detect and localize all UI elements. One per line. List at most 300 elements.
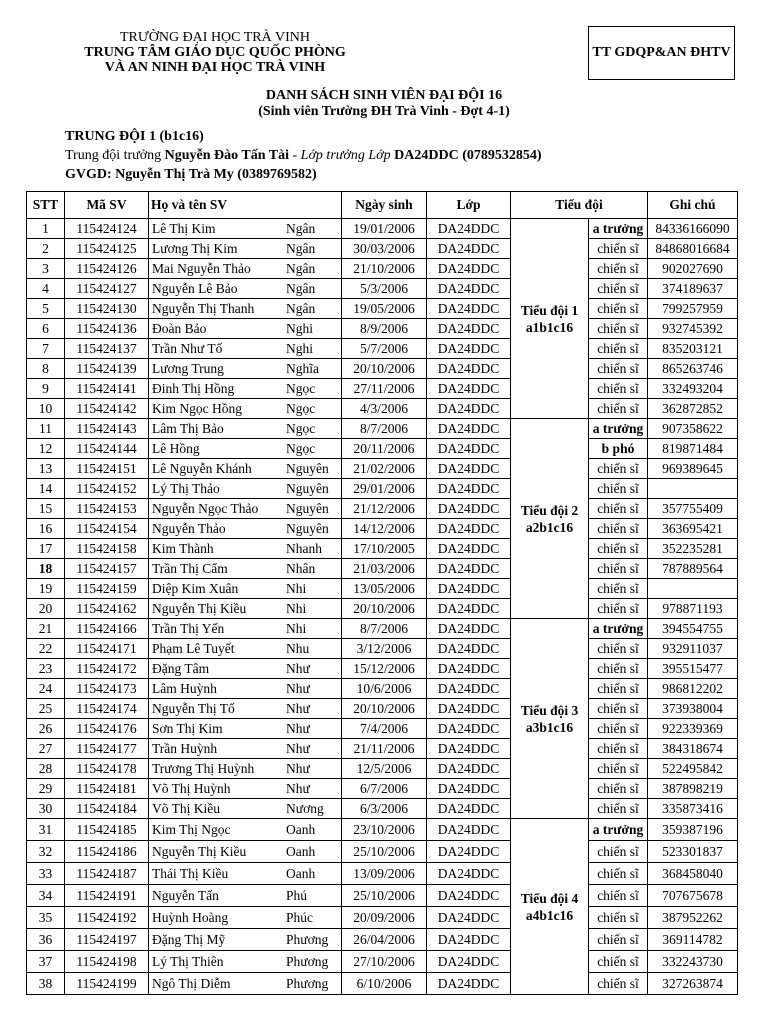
surname: Huỳnh Hoàng [152, 909, 229, 925]
given-name: Ngân [286, 220, 316, 236]
name-wrap [149, 541, 341, 557]
role-cell: chiến sĩ [589, 739, 648, 759]
stt-cell: 19 [27, 579, 65, 599]
name-wrap [149, 866, 341, 882]
name-wrap [149, 681, 341, 697]
name-wrap [149, 844, 341, 860]
class-cell: DA24DDC [427, 929, 511, 951]
dob-cell: 21/10/2006 [342, 259, 427, 279]
given-name: Nguyên [286, 500, 329, 516]
stt-cell: 8 [27, 359, 65, 379]
dob-cell: 5/7/2006 [342, 339, 427, 359]
dob-cell: 20/11/2006 [342, 439, 427, 459]
surname: Võ Thị Huỳnh [152, 780, 231, 796]
given-name: Như [286, 660, 310, 676]
student-id-cell: 115424199 [65, 973, 149, 995]
stt-cell: 18 [27, 559, 65, 579]
role-cell: chiến sĩ [589, 699, 648, 719]
role-cell: chiến sĩ [589, 599, 648, 619]
student-id-cell: 115424166 [65, 619, 149, 639]
note-cell: 368458040 [648, 863, 738, 885]
class-cell: DA24DDC [427, 539, 511, 559]
note-cell: 819871484 [648, 439, 738, 459]
name-wrap [149, 441, 341, 457]
table-row [27, 679, 738, 699]
stt-cell: 10 [27, 399, 65, 419]
note-cell: 969389645 [648, 459, 738, 479]
stt-cell: 38 [27, 973, 65, 995]
student-id-cell: 115424197 [65, 929, 149, 951]
student-id-cell: 115424130 [65, 299, 149, 319]
full-name-cell [149, 299, 342, 319]
table-row [27, 519, 738, 539]
role-cell: chiến sĩ [589, 779, 648, 799]
full-name-cell [149, 239, 342, 259]
col-student-id: Mã SV [65, 192, 149, 219]
note-cell: 369114782 [648, 929, 738, 951]
dob-cell: 20/10/2006 [342, 359, 427, 379]
student-id-cell: 115424137 [65, 339, 149, 359]
class-cell: DA24DDC [427, 259, 511, 279]
role-cell: chiến sĩ [589, 659, 648, 679]
note-cell: 84336166090 [648, 219, 738, 239]
given-name: Nguyên [286, 520, 329, 536]
surname: Sơn Thị Kim [152, 720, 223, 736]
table-row [27, 639, 738, 659]
class-cell: DA24DDC [427, 779, 511, 799]
student-id-cell: 115424184 [65, 799, 149, 819]
note-cell [648, 479, 738, 499]
note-cell: 359387196 [648, 819, 738, 841]
dob-cell: 20/09/2006 [342, 907, 427, 929]
full-name-cell [149, 219, 342, 239]
class-cell: DA24DDC [427, 841, 511, 863]
stt-cell: 23 [27, 659, 65, 679]
full-name-cell [149, 739, 342, 759]
table-row [27, 319, 738, 339]
name-wrap [149, 761, 341, 777]
dob-cell: 8/7/2006 [342, 419, 427, 439]
stt-cell: 20 [27, 599, 65, 619]
stt-cell: 4 [27, 279, 65, 299]
given-name: Nguyên [286, 480, 329, 496]
role-cell: a trưởng [589, 619, 648, 639]
stt-cell: 2 [27, 239, 65, 259]
surname: Trần Thị Cẩm [152, 560, 228, 576]
role-cell: chiến sĩ [589, 279, 648, 299]
dob-cell: 19/01/2006 [342, 219, 427, 239]
student-id-cell: 115424187 [65, 863, 149, 885]
full-name-cell [149, 559, 342, 579]
full-name-cell [149, 479, 342, 499]
full-name-cell [149, 319, 342, 339]
table-row [27, 439, 738, 459]
stt-cell: 36 [27, 929, 65, 951]
role-cell: a trưởng [589, 819, 648, 841]
name-wrap [149, 888, 341, 904]
full-name-cell [149, 863, 342, 885]
note-cell: 387952262 [648, 907, 738, 929]
full-name-cell [149, 519, 342, 539]
student-id-cell: 115424139 [65, 359, 149, 379]
given-name: Ngân [286, 260, 316, 276]
full-name-cell [149, 459, 342, 479]
note-cell: 387898219 [648, 779, 738, 799]
dob-cell: 10/6/2006 [342, 679, 427, 699]
name-wrap [149, 301, 341, 317]
dob-cell: 17/10/2005 [342, 539, 427, 559]
surname: Lý Thị Thảo [152, 480, 220, 496]
student-id-cell: 115424153 [65, 499, 149, 519]
given-name: Như [286, 760, 310, 776]
name-wrap [149, 241, 341, 257]
given-name: Như [286, 740, 310, 756]
student-id-cell: 115424152 [65, 479, 149, 499]
class-cell: DA24DDC [427, 699, 511, 719]
name-wrap [149, 381, 341, 397]
given-name: Nghi [286, 340, 313, 356]
class-cell: DA24DDC [427, 739, 511, 759]
given-name: Như [286, 700, 310, 716]
surname: Thái Thị Kiều [152, 865, 229, 881]
surname: Võ Thị Kiều [152, 800, 220, 816]
given-name: Nhanh [286, 540, 322, 556]
full-name-cell [149, 539, 342, 559]
surname: Lê Thị Kim [152, 220, 216, 236]
table-row [27, 579, 738, 599]
name-wrap [149, 281, 341, 297]
surname: Lâm Thị Bảo [152, 420, 224, 436]
surname: Kim Thị Ngọc [152, 821, 231, 837]
given-name: Ngọc [286, 380, 316, 396]
full-name-cell [149, 419, 342, 439]
surname: Đặng Tâm [152, 660, 210, 676]
given-name: Nghĩa [286, 360, 319, 376]
full-name-cell [149, 659, 342, 679]
note-cell: 922339369 [648, 719, 738, 739]
student-id-cell: 115424125 [65, 239, 149, 259]
surname: Trần Huỳnh [152, 740, 218, 756]
given-name: Nguyên [286, 460, 329, 476]
table-body [27, 219, 738, 995]
note-cell: 362872852 [648, 399, 738, 419]
given-name: Như [286, 780, 310, 796]
stt-cell: 34 [27, 885, 65, 907]
table-row [27, 739, 738, 759]
full-name-cell [149, 639, 342, 659]
given-name: Nương [286, 800, 324, 816]
leader-name: Nguyễn Đào Tấn Tài [164, 148, 290, 163]
name-wrap [149, 601, 341, 617]
surname: Trần Như Tố [152, 340, 223, 356]
note-cell: 335873416 [648, 799, 738, 819]
class-cell: DA24DDC [427, 819, 511, 841]
role-cell: chiến sĩ [589, 479, 648, 499]
name-wrap [149, 741, 341, 757]
class-cell: DA24DDC [427, 459, 511, 479]
class-cell: DA24DDC [427, 219, 511, 239]
note-cell: 395515477 [648, 659, 738, 679]
class-cell: DA24DDC [427, 973, 511, 995]
role-cell: chiến sĩ [589, 759, 648, 779]
note-cell: 986812202 [648, 679, 738, 699]
col-note: Ghi chú [648, 192, 738, 219]
role-cell: chiến sĩ [589, 339, 648, 359]
table-row [27, 719, 738, 739]
student-id-cell: 115424158 [65, 539, 149, 559]
table-header-row [27, 192, 738, 219]
class-cell: DA24DDC [427, 639, 511, 659]
student-id-cell: 115424186 [65, 841, 149, 863]
center-badge: TT GDQP&AN ĐHTV [588, 26, 735, 80]
role-cell: chiến sĩ [589, 973, 648, 995]
student-id-cell: 115424162 [65, 599, 149, 619]
squad-cell [511, 619, 589, 819]
student-id-cell: 115424173 [65, 679, 149, 699]
student-id-cell: 115424177 [65, 739, 149, 759]
dob-cell: 27/10/2006 [342, 951, 427, 973]
class-cell: DA24DDC [427, 439, 511, 459]
class-cell: DA24DDC [427, 599, 511, 619]
student-id-cell: 115424185 [65, 819, 149, 841]
surname: Nguyễn Thị Thanh [152, 300, 255, 316]
squad-name: Tiểu đội 3 [520, 702, 579, 718]
stt-cell: 32 [27, 841, 65, 863]
student-id-cell: 115424171 [65, 639, 149, 659]
monitor-value: DA24DDC (0789532854) [394, 148, 542, 163]
given-name: Phương [286, 953, 329, 969]
role-cell: chiến sĩ [589, 719, 648, 739]
note-cell: 332493204 [648, 379, 738, 399]
given-name: Phương [286, 975, 329, 991]
note-cell: 373938004 [648, 699, 738, 719]
dob-cell: 8/9/2006 [342, 319, 427, 339]
given-name: Ngân [286, 300, 316, 316]
table-row [27, 929, 738, 951]
name-wrap [149, 421, 341, 437]
surname: Lương Thị Kim [152, 240, 238, 256]
role-cell: chiến sĩ [589, 259, 648, 279]
class-cell: DA24DDC [427, 885, 511, 907]
surname: Lâm Huỳnh [152, 680, 217, 696]
name-wrap [149, 581, 341, 597]
student-id-cell: 115424151 [65, 459, 149, 479]
dob-cell: 26/04/2006 [342, 929, 427, 951]
class-cell: DA24DDC [427, 799, 511, 819]
stt-cell: 30 [27, 799, 65, 819]
student-id-cell: 115424141 [65, 379, 149, 399]
dob-cell: 6/10/2006 [342, 973, 427, 995]
student-id-cell: 115424136 [65, 319, 149, 339]
name-wrap [149, 701, 341, 717]
name-wrap [149, 976, 341, 992]
class-cell: DA24DDC [427, 679, 511, 699]
name-wrap [149, 621, 341, 637]
given-name: Oanh [286, 865, 316, 881]
table-row [27, 973, 738, 995]
dob-cell: 19/05/2006 [342, 299, 427, 319]
surname: Nguyễn Ngọc Thảo [152, 500, 259, 516]
dob-cell: 3/12/2006 [342, 639, 427, 659]
role-cell: chiến sĩ [589, 319, 648, 339]
class-cell: DA24DDC [427, 279, 511, 299]
student-id-cell: 115424178 [65, 759, 149, 779]
note-cell: 799257959 [648, 299, 738, 319]
class-cell: DA24DDC [427, 619, 511, 639]
given-name: Ngọc [286, 420, 316, 436]
class-cell: DA24DDC [427, 659, 511, 679]
leader-label: Trung đội trưởng [65, 148, 165, 163]
issuer-header [40, 30, 390, 75]
table-row [27, 659, 738, 679]
stt-cell: 17 [27, 539, 65, 559]
squad-cell [511, 419, 589, 619]
given-name: Oanh [286, 821, 316, 837]
col-full-name: Họ và tên SV [149, 192, 342, 219]
role-cell: chiến sĩ [589, 359, 648, 379]
student-id-cell: 115424154 [65, 519, 149, 539]
stt-cell: 1 [27, 219, 65, 239]
stt-cell: 29 [27, 779, 65, 799]
document-subtitle: (Sinh viên Trường ĐH Trà Vinh - Đợt 4-1) [258, 104, 510, 119]
class-cell: DA24DDC [427, 379, 511, 399]
role-cell: chiến sĩ [589, 639, 648, 659]
full-name-cell [149, 359, 342, 379]
note-cell: 84868016684 [648, 239, 738, 259]
stt-cell: 21 [27, 619, 65, 639]
student-id-cell: 115424144 [65, 439, 149, 459]
full-name-cell [149, 907, 342, 929]
table-row [27, 219, 738, 239]
note-cell: 332243730 [648, 951, 738, 973]
surname: Lương Trung [152, 360, 224, 376]
student-id-cell: 115424157 [65, 559, 149, 579]
student-id-cell: 115424191 [65, 885, 149, 907]
name-wrap [149, 261, 341, 277]
given-name: Nhu [286, 640, 310, 656]
stt-cell: 9 [27, 379, 65, 399]
surname: Trương Thị Huỳnh [152, 760, 255, 776]
class-cell: DA24DDC [427, 299, 511, 319]
full-name-cell [149, 799, 342, 819]
class-cell: DA24DDC [427, 339, 511, 359]
center-name-line1: TRUNG TÂM GIÁO DỤC QUỐC PHÒNG [84, 45, 346, 60]
table-row [27, 399, 738, 419]
given-name: Như [286, 680, 310, 696]
note-cell: 394554755 [648, 619, 738, 639]
name-wrap [149, 401, 341, 417]
name-wrap [149, 561, 341, 577]
stt-cell: 33 [27, 863, 65, 885]
given-name: Nhi [286, 600, 307, 616]
student-id-cell: 115424124 [65, 219, 149, 239]
note-cell: 978871193 [648, 599, 738, 619]
given-name: Nhân [286, 560, 316, 576]
full-name-cell [149, 259, 342, 279]
table-row [27, 239, 738, 259]
full-name-cell [149, 279, 342, 299]
surname: Đinh Thị Hồng [152, 380, 235, 396]
surname: Trần Thị Yến [152, 620, 225, 636]
dob-cell: 6/7/2006 [342, 779, 427, 799]
monitor-label: - Lớp trưởng Lớp [289, 148, 395, 163]
stt-cell: 16 [27, 519, 65, 539]
table-row [27, 259, 738, 279]
dob-cell: 14/12/2006 [342, 519, 427, 539]
dob-cell: 13/05/2006 [342, 579, 427, 599]
class-cell: DA24DDC [427, 907, 511, 929]
table-row [27, 907, 738, 929]
role-cell: a trưởng [589, 419, 648, 439]
dob-cell: 25/10/2006 [342, 841, 427, 863]
name-wrap [149, 721, 341, 737]
surname: Kim Ngọc Hồng [152, 400, 242, 416]
stt-cell: 25 [27, 699, 65, 719]
role-cell: chiến sĩ [589, 579, 648, 599]
class-cell: DA24DDC [427, 863, 511, 885]
role-cell: chiến sĩ [589, 907, 648, 929]
dob-cell: 25/10/2006 [342, 885, 427, 907]
role-cell: chiến sĩ [589, 399, 648, 419]
leader-line [65, 148, 542, 164]
dob-cell: 27/11/2006 [342, 379, 427, 399]
dob-cell: 30/03/2006 [342, 239, 427, 259]
surname: Ngô Thị Diễm [152, 975, 231, 991]
table-row [27, 885, 738, 907]
note-cell: 835203121 [648, 339, 738, 359]
name-wrap [149, 521, 341, 537]
class-cell: DA24DDC [427, 239, 511, 259]
student-id-cell: 115424174 [65, 699, 149, 719]
class-cell: DA24DDC [427, 319, 511, 339]
role-cell: chiến sĩ [589, 679, 648, 699]
class-cell: DA24DDC [427, 359, 511, 379]
dob-cell: 21/02/2006 [342, 459, 427, 479]
role-cell: a trưởng [589, 219, 648, 239]
note-cell: 907358622 [648, 419, 738, 439]
given-name: Ngọc [286, 400, 316, 416]
name-wrap [149, 822, 341, 838]
document-title: DANH SÁCH SINH VIÊN ĐẠI ĐỘI 16 [265, 88, 503, 103]
dob-cell: 29/01/2006 [342, 479, 427, 499]
name-wrap [149, 321, 341, 337]
teacher-line: GVGD: Nguyễn Thị Trà My (0389769582) [65, 167, 317, 182]
note-cell: 865263746 [648, 359, 738, 379]
given-name: Ngân [286, 240, 316, 256]
given-name: Ngọc [286, 440, 316, 456]
given-name: Phúc [286, 909, 313, 925]
dob-cell: 21/12/2006 [342, 499, 427, 519]
class-cell: DA24DDC [427, 479, 511, 499]
full-name-cell [149, 699, 342, 719]
given-name: Như [286, 720, 310, 736]
stt-cell: 26 [27, 719, 65, 739]
stt-cell: 5 [27, 299, 65, 319]
role-cell: chiến sĩ [589, 379, 648, 399]
full-name-cell [149, 379, 342, 399]
note-cell: 523301837 [648, 841, 738, 863]
name-wrap [149, 341, 341, 357]
role-cell: chiến sĩ [589, 841, 648, 863]
given-name: Nhi [286, 620, 307, 636]
dob-cell: 8/7/2006 [342, 619, 427, 639]
full-name-cell [149, 499, 342, 519]
given-name: Nghi [286, 320, 313, 336]
student-id-cell: 115424172 [65, 659, 149, 679]
class-cell: DA24DDC [427, 399, 511, 419]
full-name-cell [149, 719, 342, 739]
stt-cell: 35 [27, 907, 65, 929]
